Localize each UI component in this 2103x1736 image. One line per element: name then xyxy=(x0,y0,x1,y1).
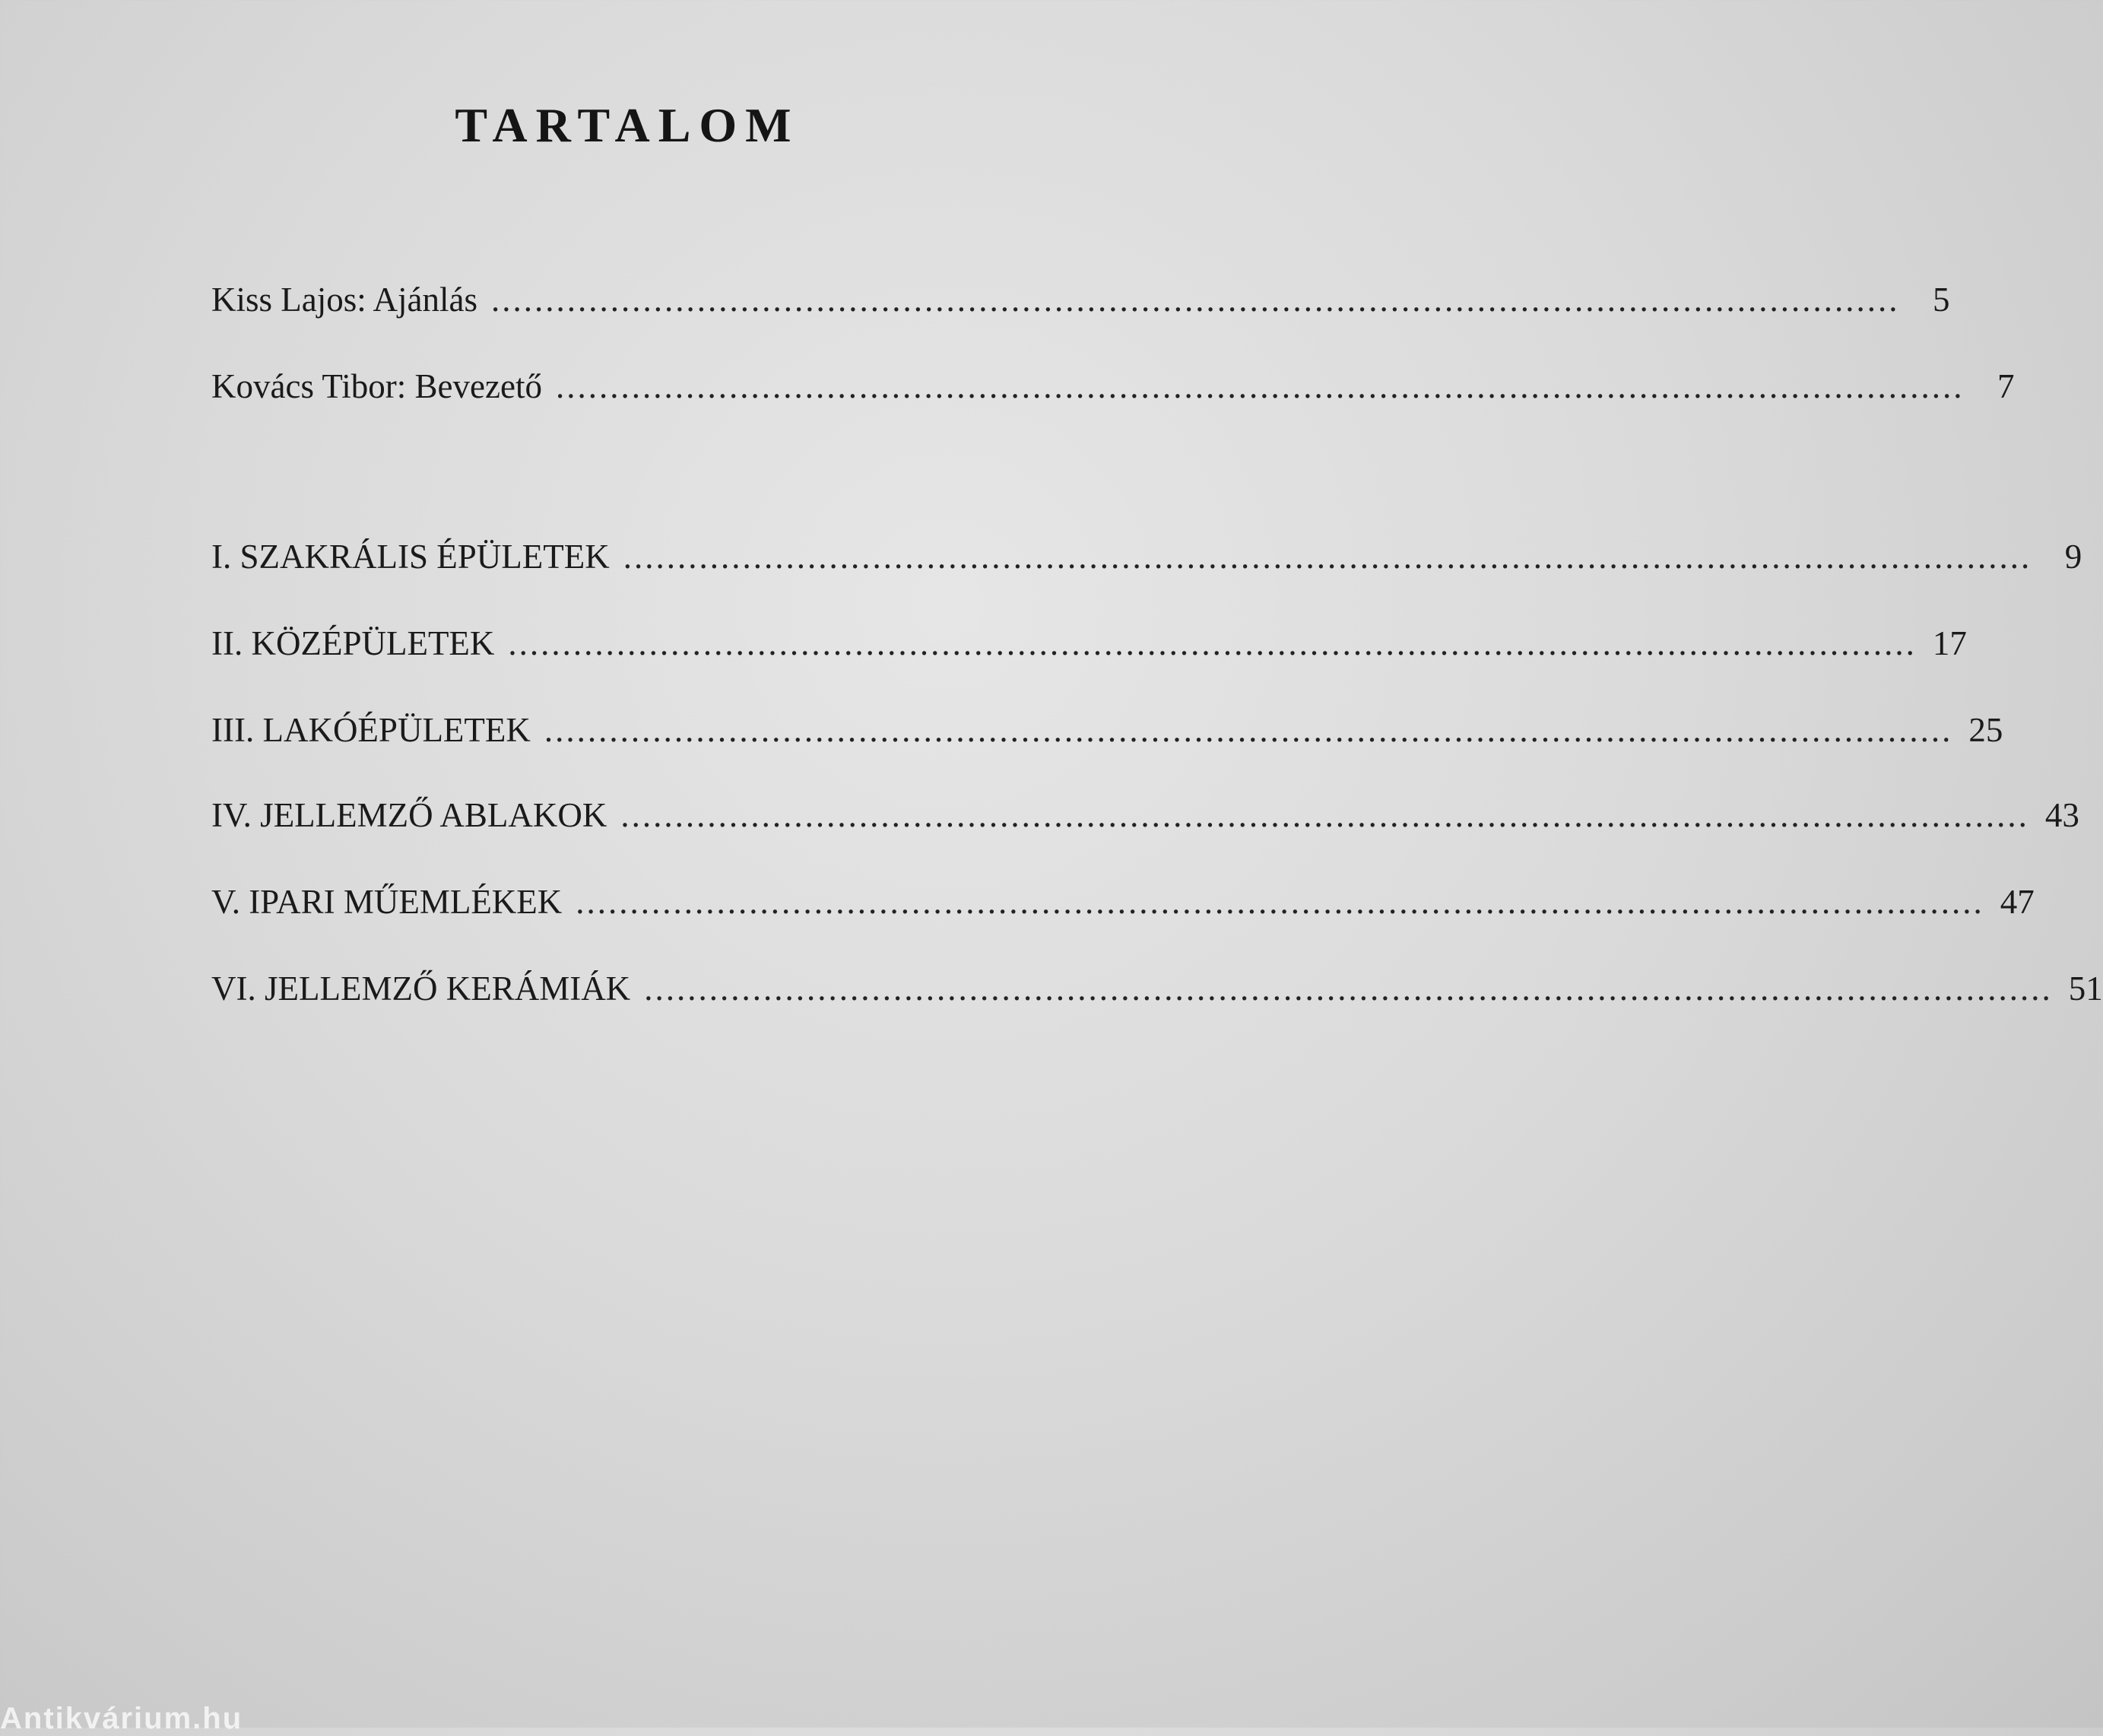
toc-entry-label: IV. JELLEMZŐ ABLAKOK xyxy=(211,796,607,834)
toc-entry xyxy=(211,969,2103,1014)
toc-entry-label: Kiss Lajos: Ajánlás xyxy=(211,281,477,319)
toc-entry-label: VI. JELLEMZŐ KERÁMIÁK xyxy=(211,970,631,1008)
toc-dot-leader: .................................................................................................................................. xyxy=(644,970,2053,1008)
toc-entry-label: II. KÖZÉPÜLETEK xyxy=(211,624,495,662)
toc-dot-leader: .................................................................................................................................. xyxy=(620,796,2029,834)
toc-dot-leader: .................................................................................................................................. xyxy=(623,538,2032,576)
toc-entry xyxy=(211,882,2035,928)
toc-entry-page: 5 xyxy=(1932,281,1950,319)
toc-entry-page: 51 xyxy=(2068,970,2103,1008)
toc-dot-leader: .................................................................................................................................. xyxy=(544,711,1953,749)
toc-entry xyxy=(211,537,2082,582)
toc-entry-page: 47 xyxy=(2000,883,2035,921)
toc-entry xyxy=(211,710,2003,756)
toc-entry-label: III. LAKÓÉPÜLETEK xyxy=(211,711,531,749)
toc-entry-page: 7 xyxy=(1997,367,2015,405)
watermark-text: Antikvárium.hu xyxy=(0,1702,243,1735)
toc-entry xyxy=(211,280,1950,325)
toc-dot-leader: .................................................................................................................................. xyxy=(490,281,1900,319)
toc-entry xyxy=(211,624,1967,669)
toc-entry-page: 43 xyxy=(2044,796,2079,834)
toc-dot-leader: .................................................................................................................................. xyxy=(576,883,1984,921)
toc-entry xyxy=(211,367,2015,412)
toc-entry-label: Kovács Tibor: Bevezető xyxy=(211,367,542,405)
toc-entry-page: 9 xyxy=(2064,538,2082,576)
toc-entry-page: 25 xyxy=(1968,711,2003,749)
toc-dot-leader: .................................................................................................................................. xyxy=(555,367,1965,405)
toc-entry-label: V. IPARI MŰEMLÉKEK xyxy=(211,883,563,921)
toc-dot-leader: .................................................................................................................................. xyxy=(508,624,1917,662)
toc-entry-label: I. SZAKRÁLIS ÉPÜLETEK xyxy=(211,538,610,576)
page-title: TARTALOM xyxy=(455,98,800,152)
toc-entry-page: 17 xyxy=(1932,624,1967,662)
toc-entry xyxy=(211,795,2079,841)
